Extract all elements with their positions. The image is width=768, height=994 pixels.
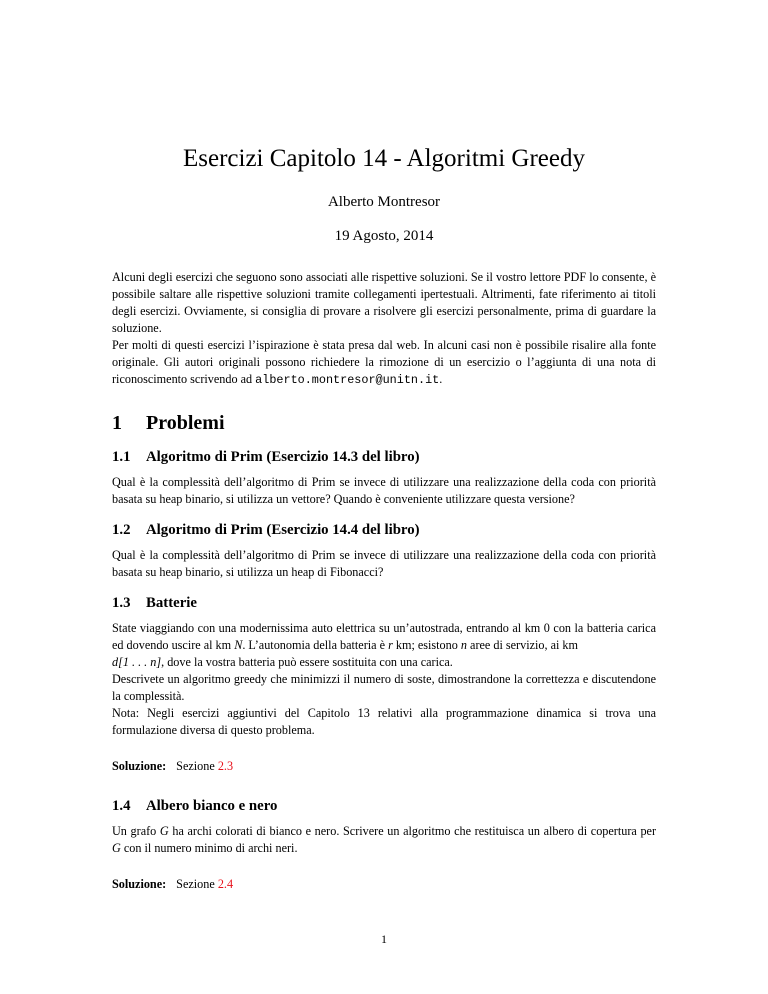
- solution-link[interactable]: 2.4: [217, 877, 234, 891]
- math-n: n: [460, 638, 467, 652]
- solution-link[interactable]: 2.3: [217, 759, 234, 773]
- subsection-text-1-4: [112, 823, 656, 857]
- batterie-paragraph-1: [112, 620, 656, 671]
- document-title: Esercizi Capitolo 14 - Algoritmi Greedy: [183, 145, 585, 172]
- subsection-number: 1.2: [112, 522, 131, 538]
- math-G: G: [159, 824, 169, 838]
- intro-line-2-end: .: [439, 372, 443, 386]
- document-date: 19 Agosto, 2014: [334, 228, 434, 244]
- subsection-title: Batterie: [146, 595, 197, 611]
- subsection-heading-1-3: [112, 594, 656, 612]
- subsection-heading-1-1: [112, 448, 656, 466]
- math-r: r: [388, 638, 393, 652]
- subsection-heading-1-2: [112, 521, 656, 539]
- text-span: aree di servizio, ai km: [466, 638, 578, 652]
- subsection-number: 1.4: [112, 798, 131, 814]
- subsection-number: 1.3: [112, 595, 131, 611]
- subsection-number: 1.1: [112, 449, 131, 465]
- math-d-array: d[1 . . . n]: [112, 655, 162, 669]
- text-span: State viaggiando con una modernissima auto elettrica su un’autostrada, entrando al km 0 con la batteria carica ed dovendo uscire al km: [112, 621, 656, 652]
- subsection-text-1-2: Qual è la complessità dell’algoritmo di Prim se invece di utilizzare una realizzazione della coda con priorità basata su heap binario, si utilizza un heap di Fibonacci?: [112, 548, 656, 579]
- solution-ref-1-3: [112, 758, 656, 775]
- section-heading-problemi: [112, 411, 656, 435]
- albero-paragraph: [112, 823, 656, 857]
- page-number: 1: [381, 932, 387, 946]
- subsection-title: Algoritmo di Prim (Esercizio 14.4 del libro): [146, 522, 420, 538]
- subsection-text-1-3: [112, 620, 656, 739]
- page-content: [112, 0, 656, 893]
- subsection-title: Algoritmo di Prim (Esercizio 14.3 del libro): [146, 449, 420, 465]
- math-N: N: [234, 638, 243, 652]
- math-G: G: [112, 841, 121, 855]
- intro-paragraph: [112, 269, 656, 389]
- text-span: Un grafo: [112, 824, 160, 838]
- batterie-paragraph-3: Nota: Negli esercizi aggiuntivi del Capitolo 13 relativi alla programmazione dinamica si trova una formulazione diversa di questo problema.: [112, 706, 656, 737]
- intro-line-2: [112, 337, 656, 389]
- intro-line-2-text: Per molti di questi esercizi l’ispirazione è stata presa dal web. In alcuni casi non è possibile risalire alla fonte originale. Gli autori originali possono richiedere la rimozione di un esercizio o l’aggiunta di una nota di riconoscimento scrivendo ad: [112, 338, 656, 386]
- section-title: Problemi: [146, 412, 225, 434]
- text-span: km; esistono: [392, 638, 461, 652]
- subsection-text-1-1: Qual è la complessità dell’algoritmo di Prim se invece di utilizzare una realizzazione della coda con priorità basata su heap binario, si utilizza un vettore? Quando è conveniente utilizzare questa versione?: [112, 475, 656, 506]
- intro-line-1: Alcuni degli esercizi che seguono sono associati alle rispettive soluzioni. Se il vostro lettore PDF lo consente, è possibile saltare alle rispettive soluzioni tramite collegamenti ipertestuali. Altrimenti, fate riferimento ai titoli degli esercizi. Ovviamente, si consiglia di provare a risolvere gli esercizi personalmente, prima di guardare la soluzione.: [112, 270, 656, 335]
- text-span: , dove la vostra batteria può essere sostituita con una carica.: [161, 655, 453, 669]
- text-span: ha archi colorati di bianco e nero. Scrivere un algoritmo che restituisca un albero di copertura per: [168, 824, 657, 838]
- solution-label: Soluzione:: [112, 759, 167, 773]
- text-span: con il numero minimo di archi neri.: [120, 841, 298, 855]
- solution-ref-1-4: [112, 876, 656, 893]
- solution-label: Soluzione:: [112, 877, 167, 891]
- subsection-title: Albero bianco e nero: [146, 798, 278, 814]
- section-number: 1: [112, 412, 122, 434]
- batterie-paragraph-2: Descrivete un algoritmo greedy che minimizzi il numero di soste, dimostrandone la correttezza e discutendone la complessità.: [112, 672, 656, 703]
- solution-text: Sezione: [176, 877, 215, 891]
- document-author: Alberto Montresor: [327, 194, 441, 210]
- text-span: . L’autonomia della batteria è: [242, 638, 389, 652]
- subsection-heading-1-4: [112, 797, 656, 815]
- author-email: alberto.montresor@unitn.it: [255, 373, 440, 387]
- solution-text: Sezione: [176, 759, 215, 773]
